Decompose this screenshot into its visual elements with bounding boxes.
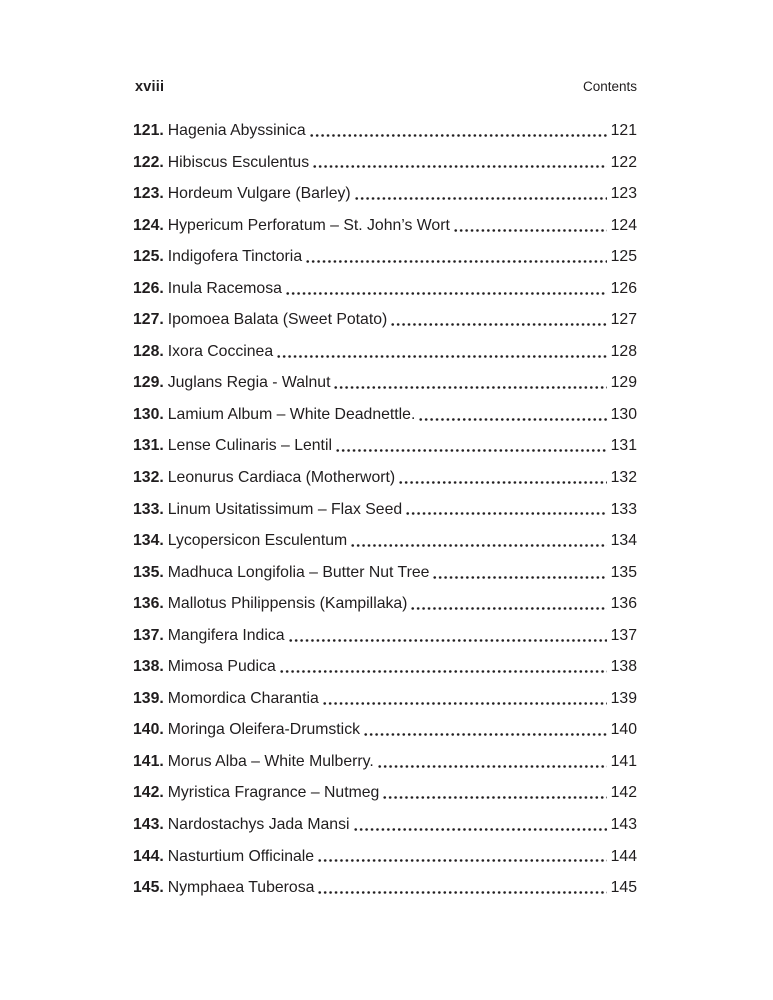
entry-number: 135.	[133, 563, 164, 581]
entry-page: 124	[610, 216, 637, 234]
entry-title: Lycopersicon Esculentum	[167, 532, 348, 550]
entry-title: Lamium Album – White Deadnettle.	[167, 405, 416, 423]
toc-entry	[133, 714, 637, 746]
entry-title: Myristica Fragrance – Nutmeg	[167, 784, 380, 802]
toc-entry	[133, 399, 637, 431]
entry-title: Mimosa Pudica	[167, 658, 276, 676]
entry-page: 138	[610, 658, 637, 676]
entry-page: 130	[610, 405, 637, 423]
toc-entry	[133, 872, 637, 904]
entry-title: Mallotus Philippensis (Kampillaka)	[167, 595, 408, 613]
toc-entry	[133, 462, 637, 494]
dot-leader	[390, 304, 606, 336]
toc-entry	[133, 336, 637, 368]
dot-leader	[335, 430, 607, 462]
entry-title: Ipomoea Balata (Sweet Potato)	[167, 311, 388, 329]
entry-title: Inula Racemosa	[167, 279, 282, 297]
toc-entry	[133, 651, 637, 683]
running-head: Contents	[582, 79, 637, 94]
toc-entry	[133, 746, 637, 778]
dot-leader	[353, 809, 607, 841]
entry-page: 141	[610, 752, 637, 770]
entry-page: 140	[610, 721, 637, 739]
toc-entry	[133, 304, 637, 336]
entry-page: 129	[610, 374, 637, 392]
entry-title: Lense Culinaris – Lentil	[167, 437, 332, 455]
entry-title: Hypericum Perforatum – St. John’s Wort	[167, 216, 450, 234]
dot-leader	[418, 399, 606, 431]
entry-title: Nardostachys Jada Mansi	[167, 816, 350, 834]
dot-leader	[398, 462, 606, 494]
entry-page: 145	[610, 879, 637, 897]
entry-page: 143	[610, 816, 637, 834]
dot-leader	[354, 178, 607, 210]
dot-leader	[453, 210, 607, 242]
dot-leader	[405, 494, 606, 526]
entry-number: 136.	[133, 595, 164, 613]
toc-entry	[133, 841, 637, 873]
entry-number: 132.	[133, 469, 164, 487]
entry-title: Juglans Regia - Walnut	[167, 374, 331, 392]
entry-number: 124.	[133, 216, 164, 234]
entry-number: 126.	[133, 279, 164, 297]
toc-entry	[133, 115, 637, 147]
entry-number: 121.	[133, 122, 164, 139]
dot-leader	[276, 336, 607, 368]
dot-leader	[432, 557, 606, 589]
entry-title: Hibiscus Esculentus	[167, 153, 310, 171]
dot-leader	[377, 746, 607, 778]
entry-number: 125.	[133, 248, 164, 266]
entry-page: 127	[610, 311, 637, 329]
toc-entry	[133, 525, 637, 557]
entry-page: 131	[610, 437, 637, 455]
dot-leader	[312, 147, 607, 179]
entry-page: 136	[610, 595, 637, 613]
entry-number: 143.	[133, 816, 164, 834]
entry-title: Nasturtium Officinale	[167, 847, 315, 865]
entry-title: Momordica Charantia	[167, 689, 319, 707]
entry-page: 142	[610, 784, 637, 802]
entry-number: 122.	[133, 153, 164, 171]
dot-leader	[333, 367, 606, 399]
dot-leader	[309, 115, 607, 147]
entry-number: 142.	[133, 784, 164, 802]
entry-page: 137	[610, 626, 637, 644]
entry-page: 122	[610, 153, 637, 171]
dot-leader	[363, 714, 607, 746]
entry-number: 130.	[133, 405, 164, 423]
entry-number: 144.	[133, 847, 164, 865]
entry-number: 145.	[133, 879, 164, 897]
toc-entry	[133, 777, 637, 809]
dot-leader	[410, 588, 606, 620]
dot-leader	[322, 683, 607, 715]
entry-title: Hagenia Abyssinica	[167, 122, 306, 139]
entry-number: 131.	[133, 437, 164, 455]
entry-page: 139	[610, 689, 637, 707]
entry-page: 134	[610, 532, 637, 550]
dot-leader	[305, 241, 607, 273]
entry-title: Ixora Coccinea	[167, 342, 274, 360]
toc-entry	[133, 620, 637, 652]
entry-number: 137.	[133, 626, 164, 644]
entry-title: Madhuca Longifolia – Butter Nut Tree	[167, 563, 430, 581]
entry-number: 138.	[133, 658, 164, 676]
entry-title: Indigofera Tinctoria	[167, 248, 303, 266]
toc-entry	[133, 210, 637, 242]
toc-entry	[133, 557, 637, 589]
dot-leader	[350, 525, 606, 557]
toc-list	[133, 115, 637, 904]
entry-number: 128.	[133, 342, 164, 360]
toc-entry	[133, 367, 637, 399]
entry-page: 123	[610, 185, 637, 203]
page-header	[135, 79, 637, 95]
entry-page: 132	[610, 469, 637, 487]
entry-number: 141.	[133, 752, 164, 770]
dot-leader	[285, 273, 607, 305]
entry-page: 125	[610, 248, 637, 266]
folio-page-number: xviii	[135, 79, 165, 95]
entry-number: 134.	[133, 532, 164, 550]
entry-number: 139.	[133, 689, 164, 707]
entry-page: 128	[610, 342, 637, 360]
dot-leader	[317, 841, 607, 873]
entry-page: 133	[610, 500, 637, 518]
dot-leader	[279, 651, 607, 683]
entry-page: 135	[610, 563, 637, 581]
entry-title: Leonurus Cardiaca (Motherwort)	[167, 469, 396, 487]
entry-title: Linum Usitatissimum – Flax Seed	[167, 500, 403, 518]
toc-entry	[133, 241, 637, 273]
entry-title: Moringa Oleifera-Drumstick	[167, 721, 360, 739]
entry-number: 127.	[133, 311, 164, 329]
toc-entry	[133, 809, 637, 841]
entry-number: 129.	[133, 374, 164, 392]
entry-number: 140.	[133, 721, 164, 739]
entry-page: 144	[610, 847, 637, 865]
entry-title: Hordeum Vulgare (Barley)	[167, 185, 351, 203]
toc-entry	[133, 147, 637, 179]
entry-page: 126	[610, 279, 637, 297]
toc-entry	[133, 494, 637, 526]
dot-leader	[288, 620, 607, 652]
entry-title: Nymphaea Tuberosa	[167, 879, 315, 897]
toc-entry	[133, 273, 637, 305]
dot-leader	[382, 777, 606, 809]
toc-entry	[133, 683, 637, 715]
entry-page: 121	[610, 122, 637, 139]
toc-entry	[133, 588, 637, 620]
toc-entry	[133, 430, 637, 462]
entry-number: 123.	[133, 185, 164, 203]
toc-entry	[133, 178, 637, 210]
entry-title: Mangifera Indica	[167, 626, 285, 644]
entry-number: 133.	[133, 500, 164, 518]
entry-title: Morus Alba – White Mulberry.	[167, 752, 374, 770]
dot-leader	[317, 872, 606, 904]
